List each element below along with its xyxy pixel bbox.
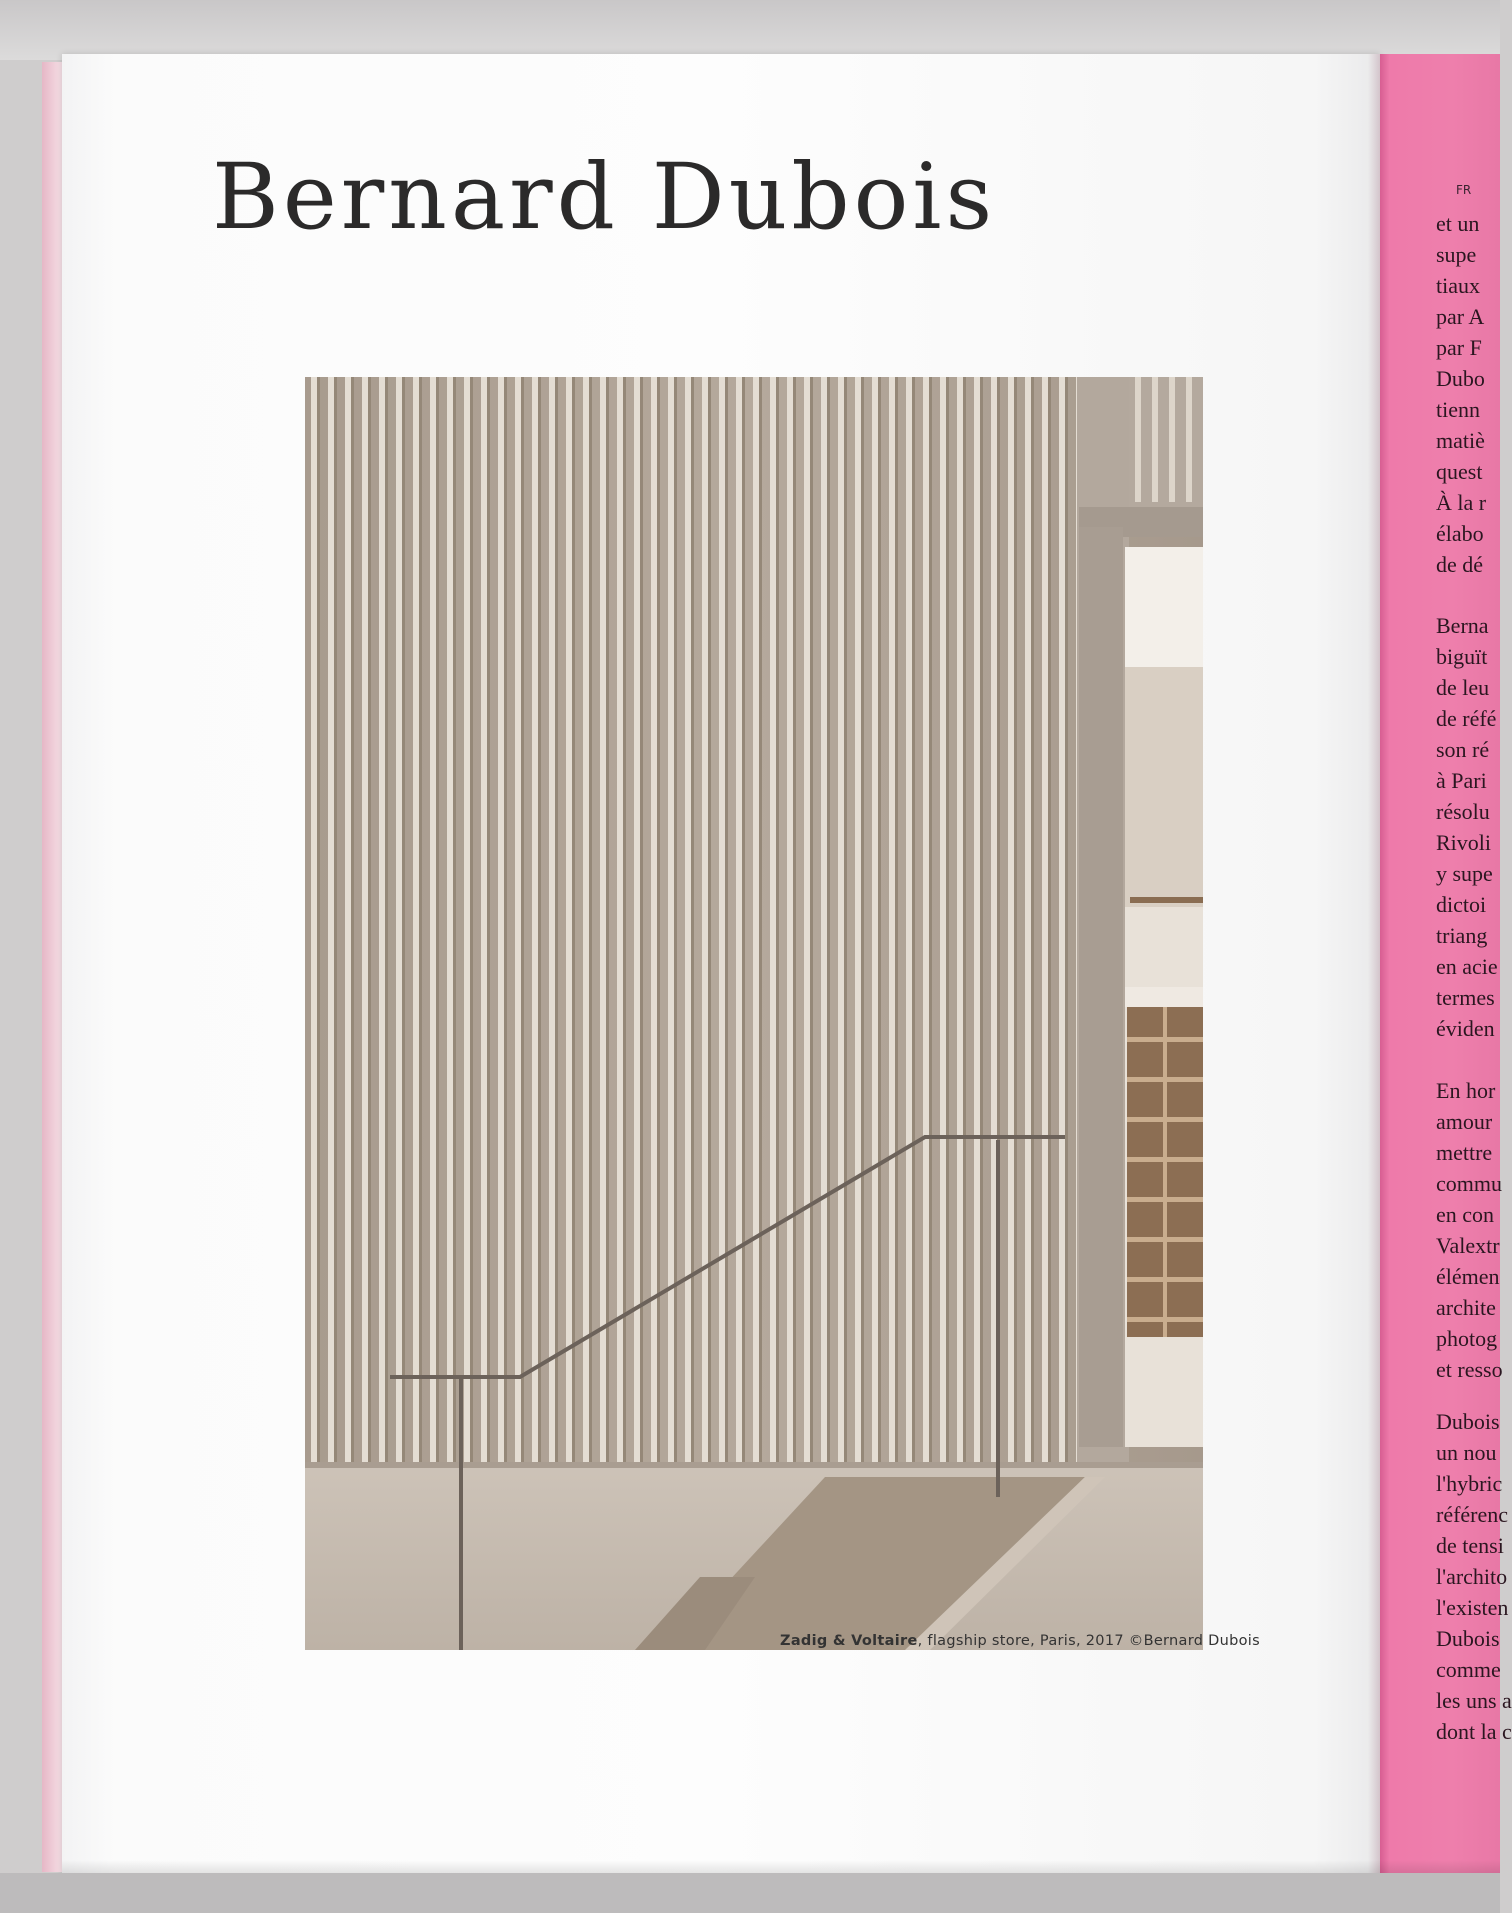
- wall-rib: [362, 377, 368, 1462]
- caption-details: , flagship store, Paris, 2017 ©Bernard Dubois: [917, 1633, 1260, 1649]
- text-line: dont la c: [1436, 1719, 1512, 1744]
- wall-rib-shadow: [555, 377, 558, 1462]
- text-line: éviden: [1436, 1016, 1495, 1041]
- wall-rib: [668, 377, 674, 1462]
- wall-rib: [396, 377, 402, 1462]
- wall-rib: [804, 377, 810, 1462]
- wall-rib-shadow: [368, 377, 371, 1462]
- wall-rib: [1135, 377, 1141, 502]
- wall-rib-shadow: [402, 377, 405, 1462]
- wall-rib-shadow: [708, 377, 711, 1462]
- wall-rib-shadow: [640, 377, 643, 1462]
- wall-rib-shadow: [793, 377, 796, 1462]
- photo-illustration: [305, 377, 1203, 1650]
- wall-rib: [940, 377, 946, 1462]
- text-line: de réfé: [1436, 706, 1497, 731]
- wall-rib-shadow: [572, 377, 575, 1462]
- page-title: Bernard Dubois: [212, 145, 997, 250]
- text-line: archite: [1436, 1295, 1496, 1320]
- wall-rib: [787, 377, 793, 1462]
- wall-rib: [1042, 377, 1048, 1462]
- text-line: Rivoli: [1436, 830, 1492, 855]
- wall-rib: [634, 377, 640, 1462]
- wall-rib-shadow: [504, 377, 507, 1462]
- wall-rib-shadow: [1065, 377, 1068, 1462]
- caption-project-name: Zadig & Voltaire: [780, 1633, 918, 1649]
- wall-rib: [600, 377, 606, 1462]
- text-line: l'existen: [1436, 1595, 1509, 1620]
- wall-rib: [889, 377, 895, 1462]
- text-line: de dé: [1436, 552, 1484, 577]
- text-line: élémen: [1436, 1264, 1500, 1289]
- shelf-divider: [1163, 1007, 1167, 1337]
- text-line: Dubois: [1436, 1626, 1500, 1651]
- wall-rib-shadow: [657, 377, 660, 1462]
- wall-rib-shadow: [470, 377, 473, 1462]
- text-line: y supe: [1436, 861, 1493, 886]
- wall-rib: [481, 377, 487, 1462]
- text-line: et un: [1436, 211, 1480, 236]
- wall-rib: [311, 377, 317, 1462]
- wall-rib: [736, 377, 742, 1462]
- wall-rib-shadow: [827, 377, 830, 1462]
- text-line: amour: [1436, 1109, 1493, 1134]
- text-line: élabo: [1436, 521, 1484, 546]
- wall-rib-shadow: [742, 377, 745, 1462]
- wall-rib-shadow: [1031, 377, 1034, 1462]
- wall-rib: [957, 377, 963, 1462]
- text-line: l'hybric: [1436, 1471, 1503, 1496]
- text-line: Berna: [1436, 613, 1489, 638]
- language-label: FR: [1456, 183, 1472, 197]
- wall-rib-shadow: [453, 377, 456, 1462]
- text-line: son ré: [1436, 737, 1490, 762]
- text-line: En hor: [1436, 1078, 1496, 1103]
- wall-rib: [549, 377, 555, 1462]
- wall-rib: [906, 377, 912, 1462]
- wall-rib: [413, 377, 419, 1462]
- wall-rib: [1025, 377, 1031, 1462]
- wall-rib-shadow: [1048, 377, 1051, 1462]
- wall-rib-shadow: [1014, 377, 1017, 1462]
- text-line: en acie: [1436, 954, 1498, 979]
- facing-page-paragraph-4: [1436, 1406, 1512, 1747]
- wall-rib: [838, 377, 844, 1462]
- text-line: dictoi: [1436, 892, 1487, 917]
- wall-rib-shadow: [844, 377, 847, 1462]
- wall-rib: [974, 377, 980, 1462]
- text-line: en con: [1436, 1202, 1495, 1227]
- wall-rib-shadow: [487, 377, 490, 1462]
- text-line: de leu: [1436, 675, 1490, 700]
- wall-rib: [464, 377, 470, 1462]
- text-line: les uns a: [1436, 1688, 1512, 1713]
- wall-rib-shadow: [725, 377, 728, 1462]
- text-line: commu: [1436, 1171, 1502, 1196]
- wall-rib: [1059, 377, 1065, 1462]
- text-line: quest: [1436, 459, 1483, 484]
- wall-rib-shadow: [419, 377, 422, 1462]
- wall-rib: [498, 377, 504, 1462]
- wall-rib-shadow: [538, 377, 541, 1462]
- text-line: résolu: [1436, 799, 1490, 824]
- text-line: de tensi: [1436, 1533, 1504, 1558]
- wall-rib-shadow: [334, 377, 337, 1462]
- wall-rib-shadow: [623, 377, 626, 1462]
- text-line: référenc: [1436, 1502, 1509, 1527]
- text-line: triang: [1436, 923, 1488, 948]
- text-line: Dubo: [1436, 366, 1485, 391]
- text-line: par A: [1436, 304, 1485, 329]
- wall-rib: [855, 377, 861, 1462]
- wall-rib: [379, 377, 385, 1462]
- text-line: et resso: [1436, 1357, 1503, 1382]
- wall-rib-shadow: [963, 377, 966, 1462]
- text-line: photog: [1436, 1326, 1498, 1351]
- wall-rib-shadow: [878, 377, 881, 1462]
- wall-rib: [719, 377, 725, 1462]
- wall-rib-shadow: [912, 377, 915, 1462]
- text-line: comme: [1436, 1657, 1501, 1682]
- photograph-interior-ribbed-wall: [305, 377, 1203, 1650]
- wall-rib: [685, 377, 691, 1462]
- wall-rib: [1169, 377, 1175, 502]
- wall-rib-shadow: [861, 377, 864, 1462]
- facing-page-paragraph-2: [1436, 610, 1500, 1044]
- wall-rib: [1152, 377, 1158, 502]
- wall-rib-shadow: [895, 377, 898, 1462]
- wall-rib-shadow: [929, 377, 932, 1462]
- wall-rib-shadow: [436, 377, 439, 1462]
- wall-rib-shadow: [351, 377, 354, 1462]
- text-line: tiaux: [1436, 273, 1480, 298]
- text-line: un nou: [1436, 1440, 1497, 1465]
- text-line: Valextr: [1436, 1233, 1500, 1258]
- wall-rib: [566, 377, 572, 1462]
- wall-rib-shadow: [691, 377, 694, 1462]
- wall-rib-shadow: [589, 377, 592, 1462]
- wall-rib-shadow: [674, 377, 677, 1462]
- wall-rib: [345, 377, 351, 1462]
- wall-rib: [770, 377, 776, 1462]
- wall-rib: [702, 377, 708, 1462]
- text-line: tienn: [1436, 397, 1480, 422]
- wall-rib: [872, 377, 878, 1462]
- wall-rib-shadow: [317, 377, 320, 1462]
- text-line: mettre: [1436, 1140, 1493, 1165]
- text-line: supe: [1436, 242, 1477, 267]
- text-line: l'archito: [1436, 1564, 1508, 1589]
- text-line: termes: [1436, 985, 1495, 1010]
- wall-rib-shadow: [606, 377, 609, 1462]
- scanner-background-bottom: [0, 1873, 1500, 1913]
- text-line: matiè: [1436, 428, 1485, 453]
- wall-rib-shadow: [521, 377, 524, 1462]
- wall-rib: [532, 377, 538, 1462]
- text-line: Dubois: [1436, 1409, 1500, 1434]
- scanner-background-top: [0, 0, 1500, 60]
- wall-rib-shadow: [776, 377, 779, 1462]
- text-line: À la r: [1436, 490, 1487, 515]
- text-line: biguït: [1436, 644, 1488, 669]
- wall-rib-shadow: [980, 377, 983, 1462]
- wall-rib-shadow: [946, 377, 949, 1462]
- facing-page-paragraph-3: [1436, 1075, 1503, 1385]
- wall-rib-shadow: [810, 377, 813, 1462]
- facing-page-paragraph-1: [1436, 208, 1500, 580]
- wall-rib: [753, 377, 759, 1462]
- wall-rib: [328, 377, 334, 1462]
- text-line: par F: [1436, 335, 1482, 360]
- wall-rib-shadow: [385, 377, 388, 1462]
- wall-rib: [583, 377, 589, 1462]
- wall-rib: [430, 377, 436, 1462]
- wall-rib-shadow: [759, 377, 762, 1462]
- wall-rib: [1008, 377, 1014, 1462]
- wall-rib: [1186, 377, 1192, 502]
- wall-rib: [617, 377, 623, 1462]
- wall-rib: [923, 377, 929, 1462]
- text-line: à Pari: [1436, 768, 1487, 793]
- wall-rib: [821, 377, 827, 1462]
- wall-rib: [447, 377, 453, 1462]
- wall-rib: [515, 377, 521, 1462]
- photo-caption: [780, 1633, 1260, 1649]
